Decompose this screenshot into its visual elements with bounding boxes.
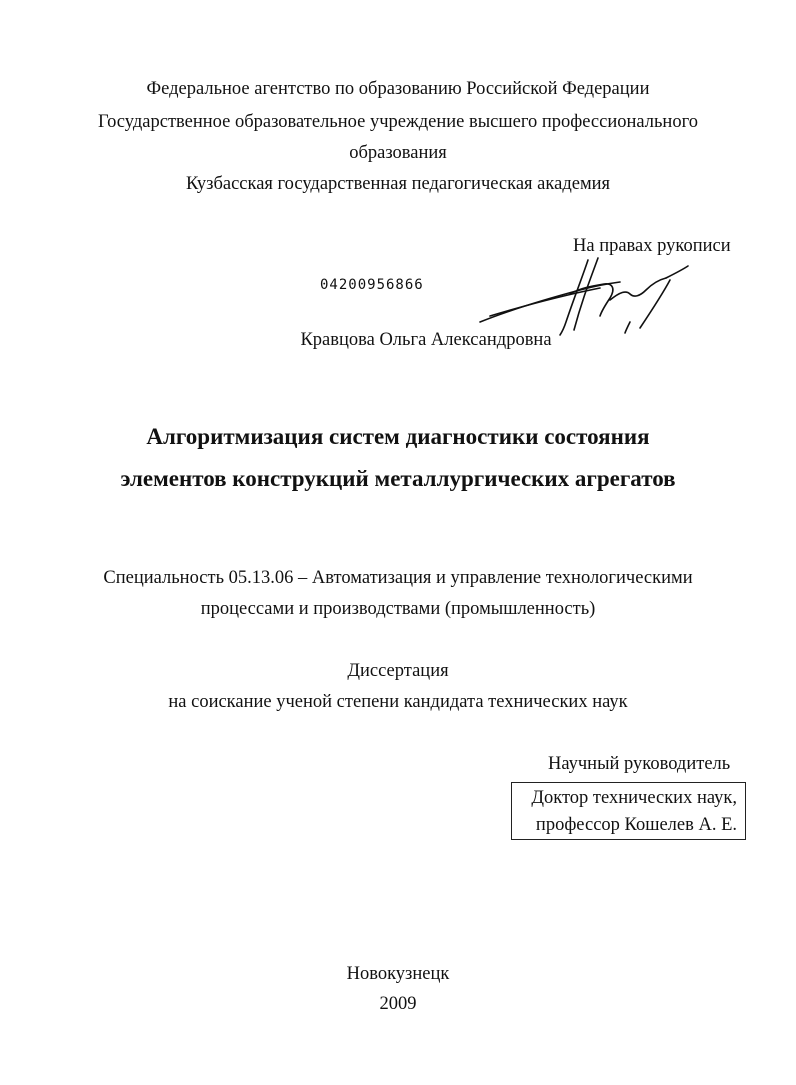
supervisor-box	[511, 782, 746, 840]
supervisor-name: профессор Кошелев А. Е.	[535, 815, 737, 835]
degree-purpose: на соискание ученой степени кандидата технических наук	[168, 692, 628, 712]
author-name: Кравцова Ольга Александровна	[300, 330, 552, 350]
agency-name: Федеральное агентство по образованию Российской Федерации	[146, 79, 650, 99]
institution-name-line2: образования	[349, 143, 447, 163]
thesis-title-line2: элементов конструкций металлургических агрегатов	[120, 466, 676, 491]
specialty-line1: Специальность 05.13.06 – Автоматизация и управление технологическими	[103, 568, 693, 588]
registration-number: 04200956866	[320, 277, 424, 293]
academy-name: Кузбасская государственная педагогическая академия	[185, 174, 611, 194]
institution-name-line1: Государственное образовательное учреждение высшего профессионального	[98, 112, 698, 132]
year: 2009	[379, 994, 417, 1014]
supervisor-label: Научный руководитель	[548, 754, 731, 774]
degree-type: Диссертация	[347, 661, 449, 681]
handwritten-signature	[470, 240, 710, 340]
specialty-line2: процессами и производствами (промышленность)	[200, 599, 596, 619]
manuscript-note: На правах рукописи	[573, 236, 731, 256]
supervisor-degree: Доктор технических наук,	[531, 788, 737, 808]
city: Новокузнецк	[346, 964, 450, 984]
thesis-title-line1: Алгоритмизация систем диагностики состояния	[146, 424, 650, 449]
